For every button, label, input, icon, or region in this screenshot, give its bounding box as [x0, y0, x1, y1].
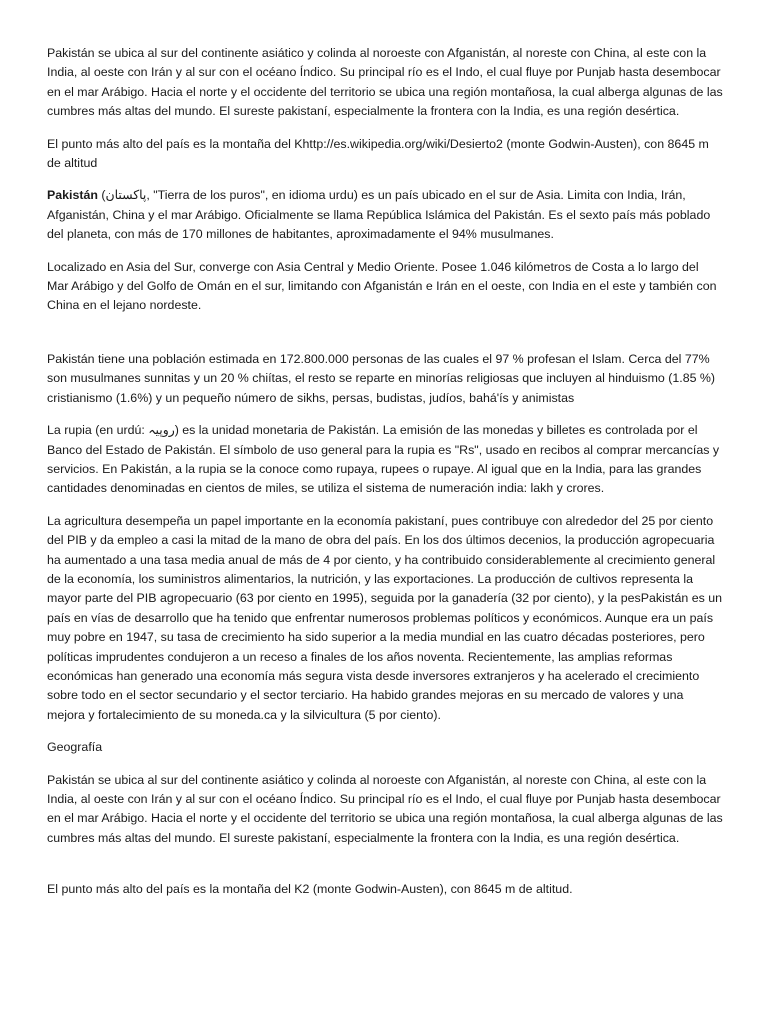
document-page — [47, 44, 723, 913]
paragraph-geography-intro: Pakistán se ubica al sur del continente asiático y colinda al noroeste con Afganistán, al noreste con China, al este con la India, al oeste con Irán y al sur con el océano Índico. Su principal río es el Indo, el cual fluye por Punjab hasta desembocar en el mar Arábigo. Hacia el norte y el occidente del territorio se ubica una región montañosa, la cual alberga algunas de las cumbres más altas del mundo. El sureste pakistaní, especialmente la frontera con la India, es una región desértica. — [47, 46, 723, 119]
paragraph-agriculture: La agricultura desempeña un papel importante en la economía pakistaní, pues contribuye con alrededor del 25 por ciento del PIB y da empleo a casi la mitad de la mano de obra del país. En los dos últimos decenios, la producción agropecuaria ha aumentado a una tasa media anual de más de 4 por ciento, y ha contribuido considerablemente al crecimiento general de la economía, los suministros alimentarios, la nutrición, y las exportaciones. La producción de cultivos representa la mayor parte del PIB agropecuario (63 por ciento en 1995), seguida por la ganadería (32 por ciento), y la pesPakistán es un país en vías de desarrollo que ha tenido que enfrentar numerosos problemas políticos y económicos. Aunque era un país muy pobre en 1947, su tasa de crecimiento ha sido superior a la media mundial en las cuatro décadas posteriores, pero políticas imprudentes condujeron a un receso a finales de los años noventa. Recientemente, las amplias reformas económicas han generado una economía más segura vista desde inversores extranjeros y ha acelerado el crecimiento sobre todo en el sector secundario y el sector terciario. Ha habido grandes mejoras en su mercado de valores y una mejora y fortalecimiento de su moneda.ca y la silvicultura (5 por ciento). — [47, 513, 723, 722]
paragraph-highest-point-link: El punto más alto del país es la montaña del Khttp://es.wikipedia.org/wiki/Desierto2 (monte Godwin-Austen), con 8645 m de altitud — [47, 136, 709, 171]
paragraph-location: Localizado en Asia del Sur, converge con Asia Central y Medio Oriente. Posee 1.046 kilómetros de Costa a lo largo del Mar Arábigo y del Golfo de Omán en el sur, limitando con Afganistán e Irán en el oeste, con India en el este y también con China en el lejano nordeste. — [47, 259, 717, 313]
paragraph-pakistan-definition — [47, 186, 723, 244]
paragraph-currency: La rupia (en urdú: روپیہ) es la unidad monetaria de Pakistán. La emisión de las monedas y billetes es controlada por el Banco del Estado de Pakistán. El símbolo de uso general para la rupia es "Rs", usado en recibos al comprar mercancías y servicios. En Pakistán, a la rupia se la conoce como rupaya, rupees o rupaye. Al igual que en la India, para las grandes cantidades denominadas en cientos de miles, se utiliza el sistema de numeración india: lakh y crores. — [47, 423, 720, 496]
paragraph-geography-repeat: Pakistán se ubica al sur del continente asiático y colinda al noroeste con Afganistán, al noreste con China, al este con la India, al oeste con Irán y al sur con el océano Índico. Su principal río es el Indo, el cual fluye por Punjab hasta desembocar en el mar Arábigo. Hacia el norte y el occidente del territorio se ubica una región montañosa, la cual alberga algunas de las cumbres más altas del mundo. El sureste pakistaní, especialmente la frontera con la India, es una región desértica. — [47, 772, 723, 845]
paragraph-population: Pakistán tiene una población estimada en 172.800.000 personas de las cuales el 97 % profesan el Islam. Cerca del 77% son musulmanes sunnitas y un 20 % chiítas, el resto se reparte en minorías religiosas que incluyen al hinduismo (1.85 %) cristianismo (1.6%) y un pequeño número de sikhs, persas, budistas, judíos, bahá'ís y animistas — [47, 351, 716, 405]
paragraph-highest-point: El punto más alto del país es la montaña del K2 (monte Godwin-Austen), con 8645 m de altitud. — [47, 882, 573, 897]
pakistan-bold-term: Pakistán — [47, 188, 98, 203]
section-heading-geography: Geografía — [47, 740, 103, 755]
pakistan-definition-text: (پاکستان, "Tierra de los puros", en idioma urdu) es un país ubicado en el sur de Asia. Limita con India, Irán, Afganistán, China y el mar Arábigo. Oficialmente se llama República Islámica del Pakistán. Es el sexto país más poblado del planeta, con más de 170 millones de habitantes, aproximadamente el 94% musulmanes. — [47, 188, 711, 242]
